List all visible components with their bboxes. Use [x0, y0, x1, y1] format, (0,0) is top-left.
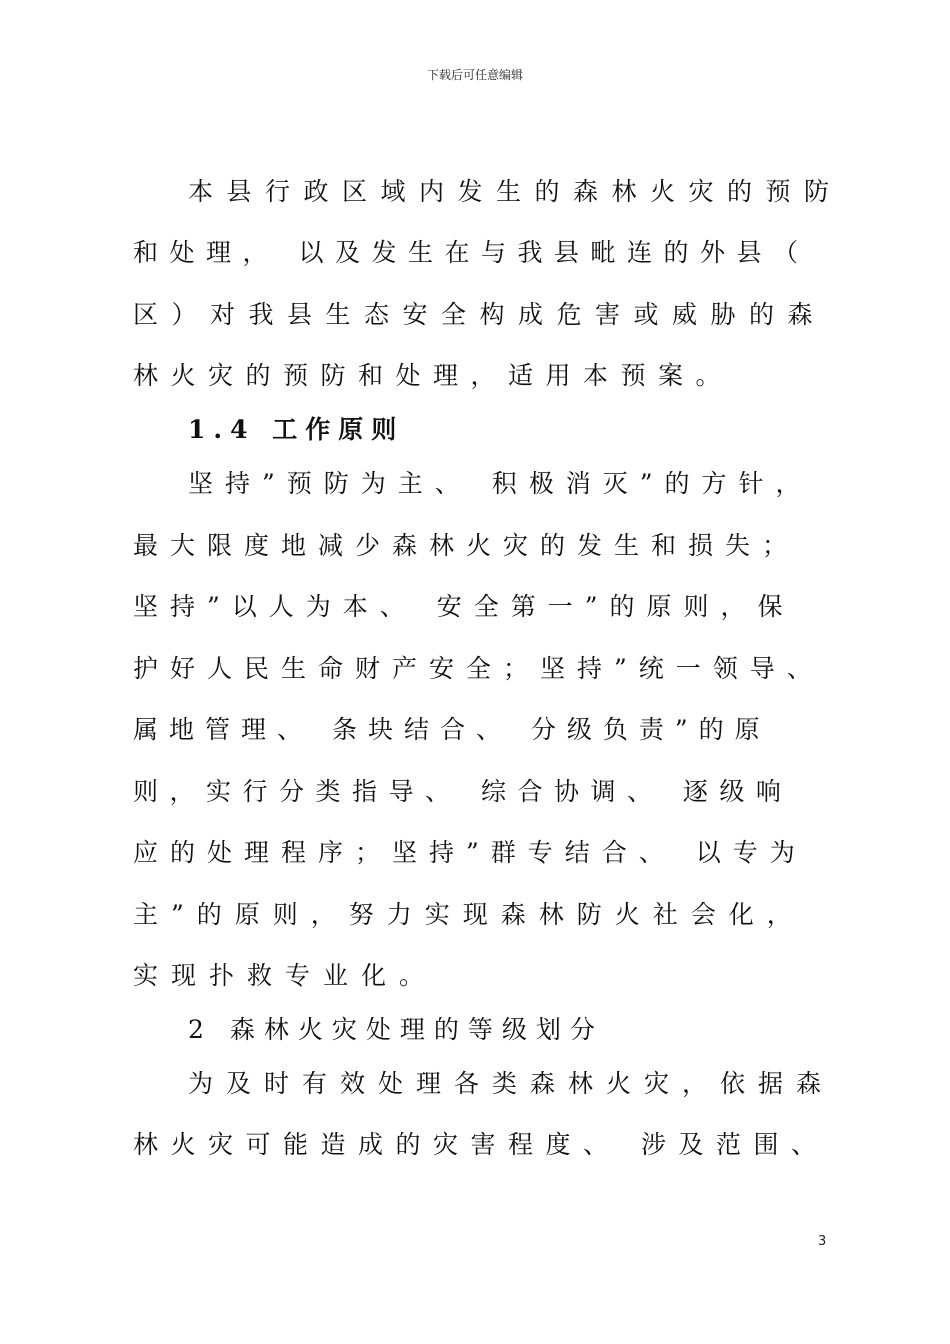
text-line — [0, 836, 950, 876]
text-line — [0, 959, 950, 999]
line-text: 坚持”预防为主、 积极消灭”的方针， — [188, 469, 813, 498]
line-text: 为及时有效处理各类森林火灾，依据森 — [188, 1069, 835, 1098]
page-header: 下载后可任意编辑 — [426, 68, 523, 82]
line-text: 坚持”以人为本、 安全第一”的原则，保 — [133, 592, 795, 621]
page-number: 3 — [818, 1234, 827, 1249]
text-line — [0, 298, 950, 338]
line-text: 实现扑救专业化。 — [133, 961, 438, 990]
line-text: 本县行政区域内发生的森林火灾的预防 — [188, 177, 843, 206]
text-line — [0, 898, 950, 938]
line-text: 应的处理程序；坚持”群专结合、 以专为 — [133, 838, 807, 867]
line-text: 主”的原则，努力实现森林防火社会化， — [133, 900, 805, 929]
line-text: 1.4 工作原则 — [188, 415, 405, 444]
text-line — [0, 236, 950, 276]
line-text: 属地管理、 条块结合、 分级负责”的原 — [133, 715, 771, 744]
line-text: 2 森林火灾处理的等级划分 — [188, 1015, 604, 1044]
line-text: 护好人民生命财产安全；坚持”统一领导、 — [133, 654, 824, 683]
text-line — [0, 713, 950, 753]
line-text: 最大限度地减少森林火灾的发生和损失； — [133, 531, 800, 560]
line-text: 则，实行分类指导、 综合协调、 逐级响 — [133, 777, 793, 806]
section-heading — [0, 413, 950, 453]
line-text: 林火灾的预防和处理，适用本预案。 — [133, 361, 734, 390]
text-line — [0, 652, 950, 692]
text-line — [0, 1067, 950, 1107]
text-line — [0, 1128, 950, 1168]
text-line — [0, 175, 950, 215]
text-line — [0, 359, 950, 399]
text-line — [0, 590, 950, 630]
section-heading — [0, 1013, 950, 1053]
text-line — [0, 467, 950, 507]
text-line — [0, 775, 950, 815]
line-text: 林火灾可能造成的灾害程度、 涉及范围、 — [133, 1130, 829, 1159]
line-text: 和处理， 以及发生在与我县毗连的外县（ — [133, 238, 810, 267]
line-text: 区）对我县生态安全构成危害或威胁的森 — [133, 300, 827, 329]
text-line — [0, 529, 950, 569]
